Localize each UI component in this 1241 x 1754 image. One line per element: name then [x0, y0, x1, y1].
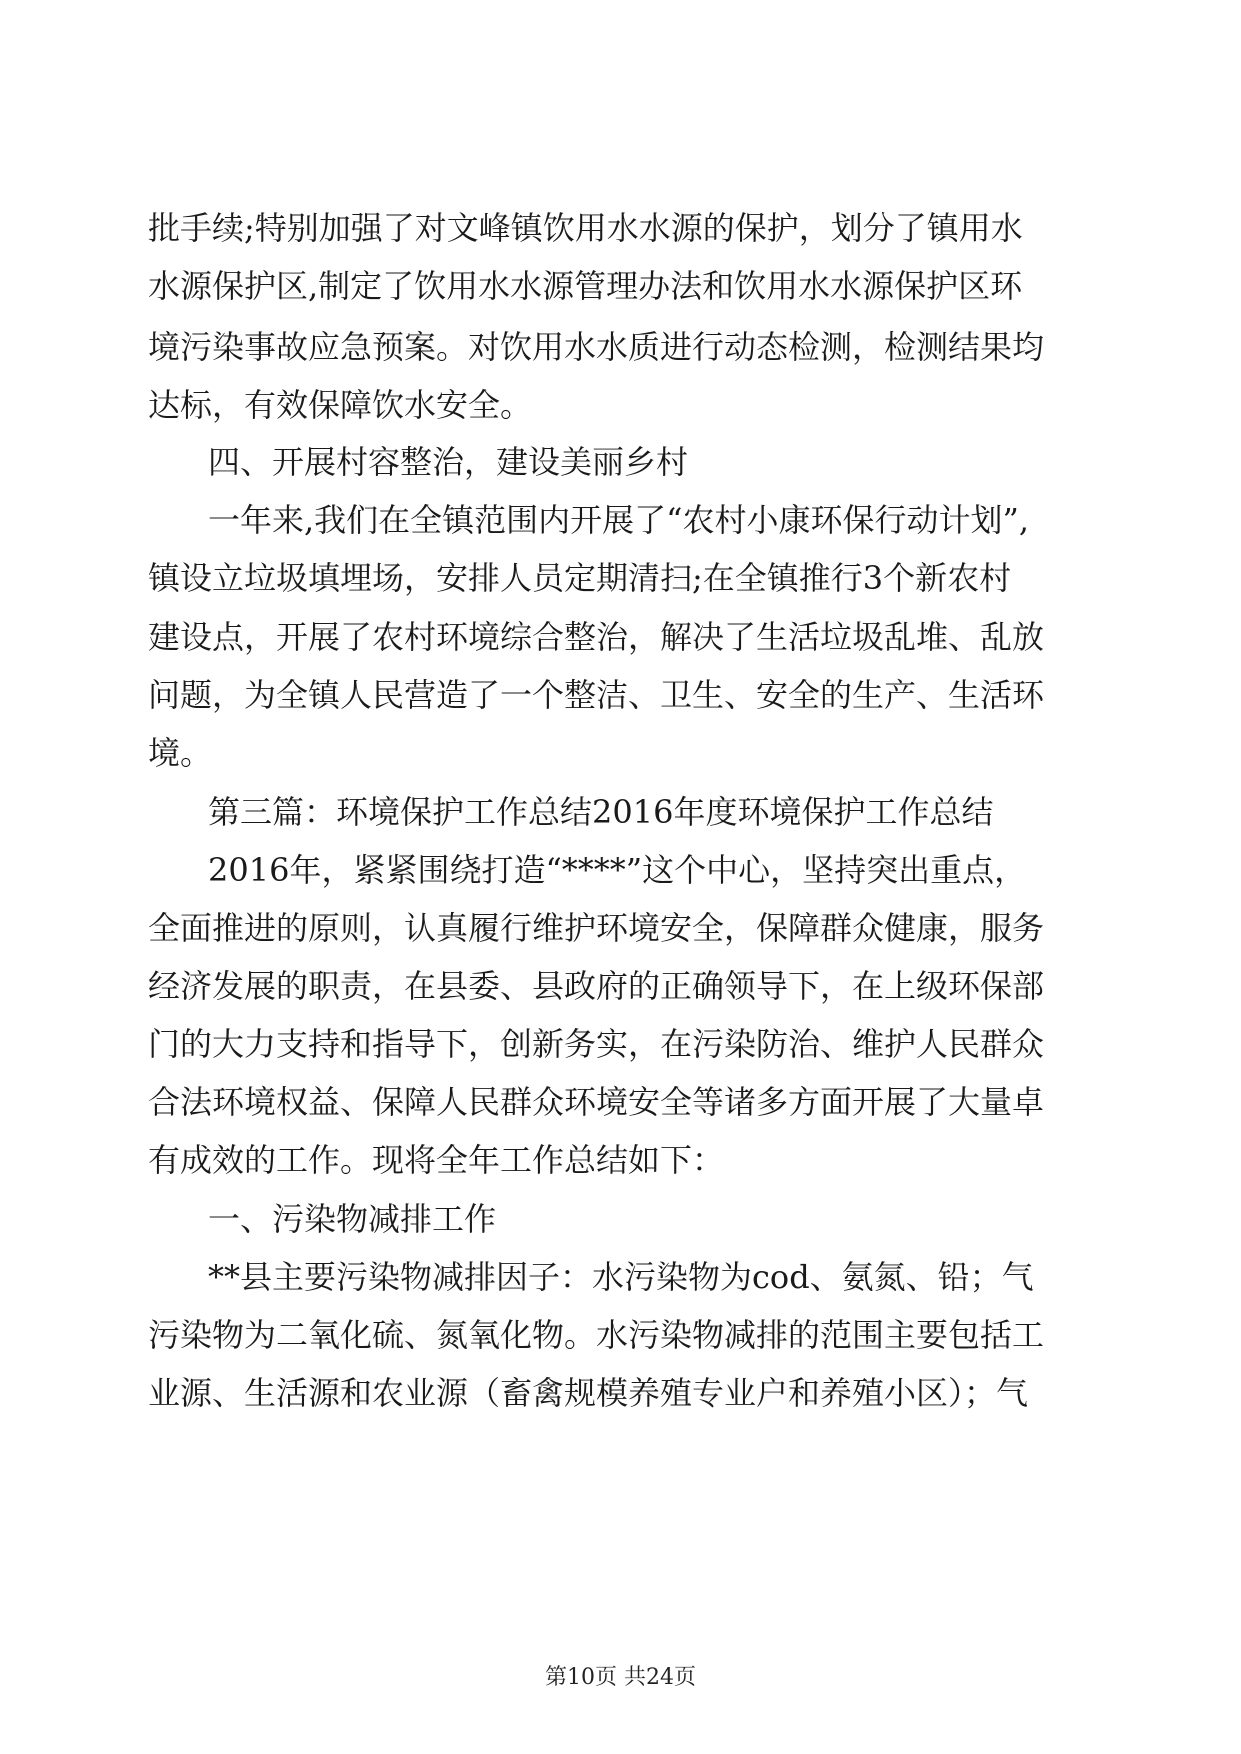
- body-text-line: 境。: [148, 734, 213, 772]
- page-number-footer: 第10页 共24页: [545, 1665, 696, 1690]
- body-text-line: 经济发展的职责，在县委、县政府的正确领导下，在上级环保部: [148, 967, 1045, 1005]
- body-text-line: 问题，为全镇人民营造了一个整洁、卫生、安全的生产、生活环: [148, 676, 1045, 714]
- section-heading: 四、开展村容整治，建设美丽乡村: [208, 443, 689, 481]
- body-text-line: 全面推进的原则，认真履行维护环境安全，保障群众健康，服务: [148, 909, 1045, 947]
- body-text-line: **县主要污染物减排因子：水污染物为cod、氨氮、铅；气: [208, 1258, 1034, 1296]
- body-text-line: 业源、生活源和农业源（畜禽规模养殖专业户和养殖小区）；气: [148, 1374, 1029, 1412]
- body-text-line: 批手续;特别加强了对文峰镇饮用水水源的保护，划分了镇用水: [148, 209, 1023, 247]
- body-text-line: 2016年，紧紧围绕打造“****”这个中心，坚持突出重点，: [208, 851, 1027, 889]
- body-text-line: 门的大力支持和指导下，创新务实，在污染防治、维护人民群众: [148, 1025, 1045, 1063]
- body-text-line: 建设点，开展了农村环境综合整治，解决了生活垃圾乱堆、乱放: [148, 618, 1045, 656]
- body-text-line: 一年来,我们在全镇范围内开展了“农村小康环保行动计划”,: [208, 501, 1030, 539]
- body-text-line: 镇设立垃圾填埋场，安排人员定期清扫;在全镇推行3个新农村: [148, 559, 1012, 597]
- body-text-line: 有成效的工作。现将全年工作总结如下：: [148, 1141, 725, 1179]
- section-heading: 一、污染物减排工作: [208, 1200, 497, 1238]
- chapter-title: 第三篇：环境保护工作总结2016年度环境保护工作总结: [208, 793, 994, 831]
- body-text-line: 境污染事故应急预案。对饮用水水质进行动态检测，检测结果均: [148, 328, 1045, 366]
- body-text-line: 合法环境权益、保障人民群众环境安全等诸多方面开展了大量卓: [148, 1083, 1045, 1121]
- body-text-line: 水源保护区,制定了饮用水水源管理办法和饮用水水源保护区环: [148, 267, 1023, 305]
- body-text-line: 污染物为二氧化硫、氮氧化物。水污染物减排的范围主要包括工: [148, 1316, 1045, 1354]
- body-text-line: 达标，有效保障饮水安全。: [148, 386, 533, 424]
